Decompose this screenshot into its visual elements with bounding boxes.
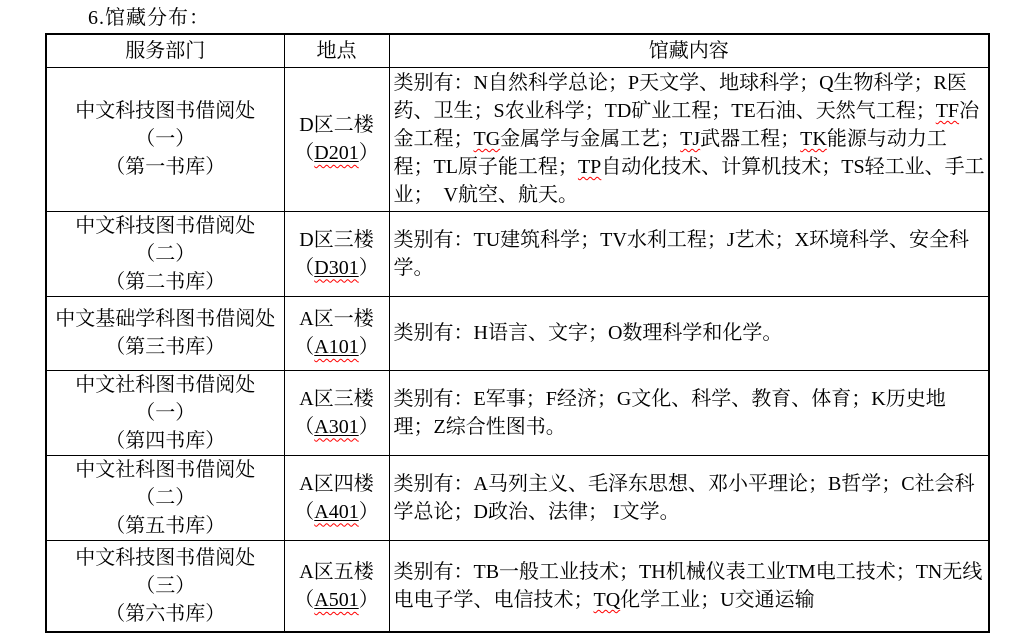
department-line: （第一书库） — [105, 156, 226, 178]
location-room: （A101） — [294, 336, 379, 358]
misspelled-code: TQ — [593, 588, 621, 611]
location-cell — [284, 211, 389, 296]
content-cell: 类别有：H语言、文字；O数理科学和化学。 — [389, 296, 989, 370]
misspelled-code: TG — [473, 128, 501, 150]
location-cell — [284, 540, 389, 632]
location-building: A区五楼 — [299, 560, 374, 583]
department-cell — [46, 540, 284, 632]
department-cell — [46, 370, 284, 455]
table-row — [46, 455, 989, 540]
department-line: （第四书库） — [105, 429, 226, 452]
location-code — [314, 336, 358, 358]
location-room: （A501） — [294, 588, 379, 611]
location-cell — [284, 455, 389, 540]
location-code-underline: D201 — [314, 142, 359, 164]
location-code-underline: D301 — [314, 256, 359, 279]
header-row — [46, 34, 989, 67]
department-line: （一） — [135, 128, 196, 150]
location-code-underline: A301 — [314, 415, 359, 438]
department-line: 中文科技图书借阅处 — [75, 546, 256, 569]
misspelled-code: TK — [800, 128, 827, 150]
location-code-underline: A501 — [314, 588, 359, 611]
department-line: 中文科技图书借阅处 — [75, 214, 256, 237]
department-line: （三） — [135, 574, 196, 597]
table-row — [46, 296, 989, 370]
department-line: （第五书库） — [105, 514, 226, 537]
location-cell — [284, 296, 389, 370]
department-line: （第二书库） — [105, 270, 226, 293]
location-code — [314, 416, 358, 438]
department-line: （二） — [135, 486, 196, 509]
department-cell — [46, 211, 284, 296]
location-code-underline: A401 — [314, 500, 359, 523]
location-code — [314, 501, 358, 523]
misspelled-code: TP — [577, 156, 602, 178]
location-cell — [284, 67, 389, 211]
content-cell: 类别有：E军事；F经济；G文化、科学、教育、体育；K历史地理；Z综合性图书。 — [389, 370, 989, 455]
table-row — [46, 540, 989, 632]
department-line: 中文社科图书借阅处 — [75, 458, 256, 481]
department-cell — [46, 67, 284, 211]
misspelled-code: TJ — [680, 128, 701, 150]
location-room: （A401） — [294, 500, 379, 523]
department-cell — [46, 455, 284, 540]
location-room: （D201） — [294, 142, 379, 164]
location-building: D区二楼 — [299, 114, 374, 136]
location-code — [314, 589, 358, 611]
content-cell: 类别有：TU建筑科学；TV水利工程；J艺术；X环境科学、安全科学。 — [389, 211, 989, 296]
location-building: A区四楼 — [299, 472, 374, 495]
department-line: （第三书库） — [105, 336, 226, 358]
location-building: D区三楼 — [299, 228, 374, 251]
location-building: A区三楼 — [299, 387, 374, 410]
department-cell — [46, 296, 284, 370]
misspelled-code: TF — [935, 100, 960, 122]
location-cell — [284, 370, 389, 455]
section-title: 6.馆藏分布： — [88, 7, 210, 29]
table-row — [46, 211, 989, 296]
department-line: （第六书库） — [105, 602, 226, 625]
content-cell: 类别有：TB一般工业技术；TH机械仪表工业TM电工技术；TN无线电电子学、电信技术；TQ化学工业；U交通运输 — [389, 540, 989, 632]
table-body — [46, 67, 989, 632]
location-room: （A301） — [294, 415, 379, 438]
content-cell: 类别有：A马列主义、毛泽东思想、邓小平理论；B哲学；C社会科学总论；D政治、法律； I文学。 — [389, 455, 989, 540]
table-row — [46, 370, 989, 455]
location-code — [314, 257, 358, 279]
department-line: （二） — [135, 242, 196, 265]
department-line: 中文科技图书借阅处 — [75, 100, 256, 122]
collection-distribution-table — [45, 33, 990, 633]
header-location: 地点 — [284, 34, 389, 67]
department-line: （一） — [135, 401, 196, 424]
location-building: A区一楼 — [299, 308, 374, 330]
content-cell: 类别有：N自然科学总论；P天文学、地球科学；Q生物科学；R医药、卫生；S农业科学；TD矿业工程；TE石油、天然气工程；TF冶金工程；TG金属学与金属工艺；TJ武器工程；TK能源与动力工程；TL原子能工程；TP自动化技术、计算机技术；TS轻工业、手工业； V航空、航天。 — [389, 67, 989, 211]
department-line: 中文社科图书借阅处 — [75, 373, 256, 396]
table-row — [46, 67, 989, 211]
department-line: 中文基础学科图书借阅处 — [55, 308, 276, 330]
header-content: 馆藏内容 — [389, 34, 989, 67]
location-room: （D301） — [294, 256, 379, 279]
header-department: 服务部门 — [46, 34, 284, 67]
location-code-underline: A101 — [314, 336, 359, 358]
location-code — [314, 142, 358, 164]
